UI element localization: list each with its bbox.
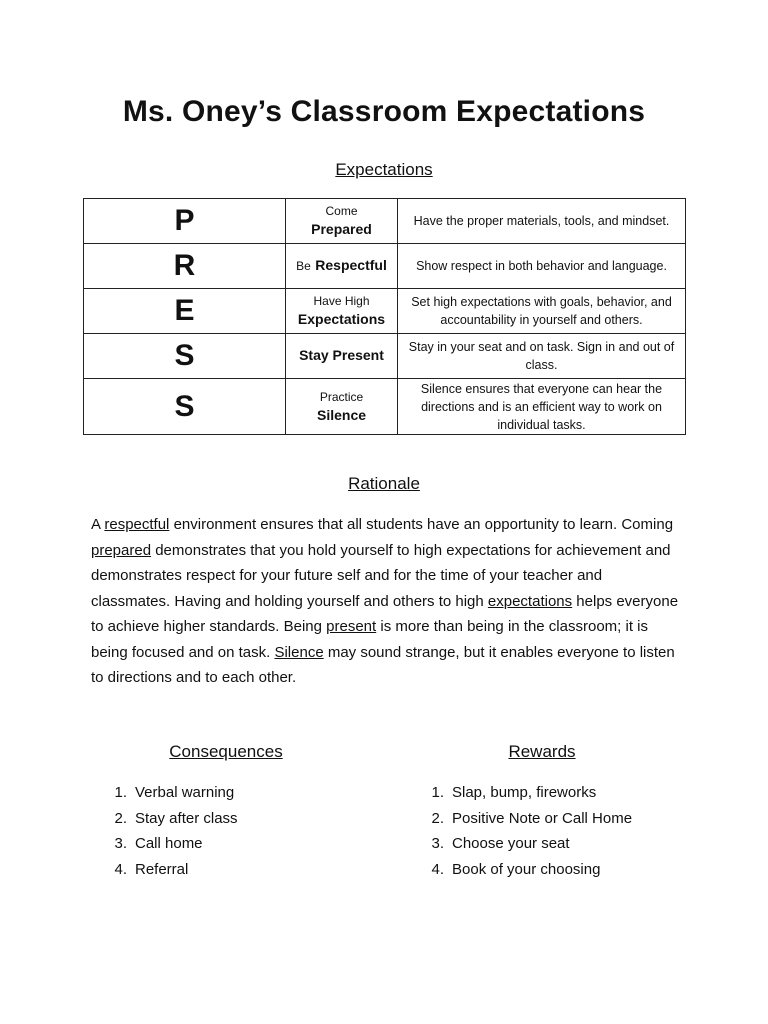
row-expectation	[286, 334, 398, 379]
list-item: 2. Stay after class	[114, 809, 238, 827]
table-row	[84, 289, 686, 334]
row-expectation-prefix: Be	[296, 259, 311, 273]
list-item: 3. Call home	[114, 835, 203, 852]
row-expectation	[286, 289, 398, 334]
rationale-text: demonstrates that you hold yourself to high expectations for achievement and demonstrates respect for your future self and for the time of your teacher and classmates. Having and holding yourself and others to high	[91, 541, 671, 610]
row-description: Show respect in both behavior and language.	[398, 244, 686, 289]
row-expectation-keyword: Prepared	[311, 221, 372, 237]
row-letter: R	[84, 244, 286, 289]
rationale-text: environment ensures that all students have an opportunity to learn. Coming	[169, 516, 674, 533]
rationale-text: may sound strange, but it enables everyone to listen to directions and to each other.	[91, 643, 675, 686]
row-expectation-keyword: Silence	[316, 406, 367, 423]
row-description: Set high expectations with goals, behavior, and accountability in yourself and others.	[398, 289, 686, 334]
row-expectation	[286, 244, 398, 289]
row-expectation-prefix: Practice	[319, 389, 364, 404]
table-row	[84, 379, 686, 435]
row-letter: P	[84, 199, 286, 244]
rationale-text: helps everyone to achieve higher standards. Being	[91, 592, 679, 635]
rationale-paragraph	[91, 512, 681, 691]
row-expectation-keyword: Respectful	[315, 257, 387, 273]
row-letter: S	[84, 379, 286, 435]
list-item: 2. Positive Note or Call Home	[431, 809, 633, 827]
row-letter: S	[84, 334, 286, 379]
row-expectation	[286, 379, 398, 435]
rationale-text: is more than being in the classroom; it is being focused and on task.	[91, 618, 648, 661]
table-row	[84, 334, 686, 379]
page-title: Ms. Oney’s Classroom Expectations	[122, 95, 646, 128]
table-row	[84, 244, 686, 289]
list-item: 1. Slap, bump, fireworks	[431, 784, 597, 801]
list-item: 4. Referral	[114, 860, 189, 878]
rationale-heading: Rationale	[348, 474, 420, 493]
rationale-keyword: expectations	[487, 592, 573, 610]
rewards-heading: Rewards	[508, 742, 576, 761]
rationale-keyword: present	[326, 618, 377, 635]
row-expectation-prefix: Have High	[313, 294, 370, 308]
list-item: 4. Book of your choosing	[431, 860, 601, 878]
row-description: Silence ensures that everyone can hear the directions and is an efficient way to work on individual tasks.	[398, 379, 686, 435]
consequences-heading: Consequences	[169, 742, 283, 761]
row-description: Stay in your seat and on task. Sign in and out of class.	[398, 334, 686, 379]
consequences-list	[105, 780, 238, 882]
rationale-keyword: respectful	[104, 516, 170, 533]
row-expectation	[286, 199, 398, 244]
list-item: 1. Verbal warning	[114, 784, 235, 801]
rationale-text: A	[91, 516, 105, 533]
expectations-heading: Expectations	[335, 160, 433, 179]
row-expectation-keyword: Stay Present	[299, 347, 384, 363]
row-expectation-keyword: Expectations	[297, 311, 386, 327]
rewards-list	[422, 780, 632, 882]
rationale-keyword: prepared	[91, 541, 152, 559]
rationale-keyword: Silence	[274, 643, 324, 661]
row-letter: E	[84, 289, 286, 334]
list-item: 3. Choose your seat	[431, 835, 570, 852]
row-expectation-prefix: Come	[325, 204, 358, 218]
row-description: Have the proper materials, tools, and mindset.	[398, 199, 686, 244]
table-row	[84, 199, 686, 244]
expectations-table	[83, 198, 686, 435]
